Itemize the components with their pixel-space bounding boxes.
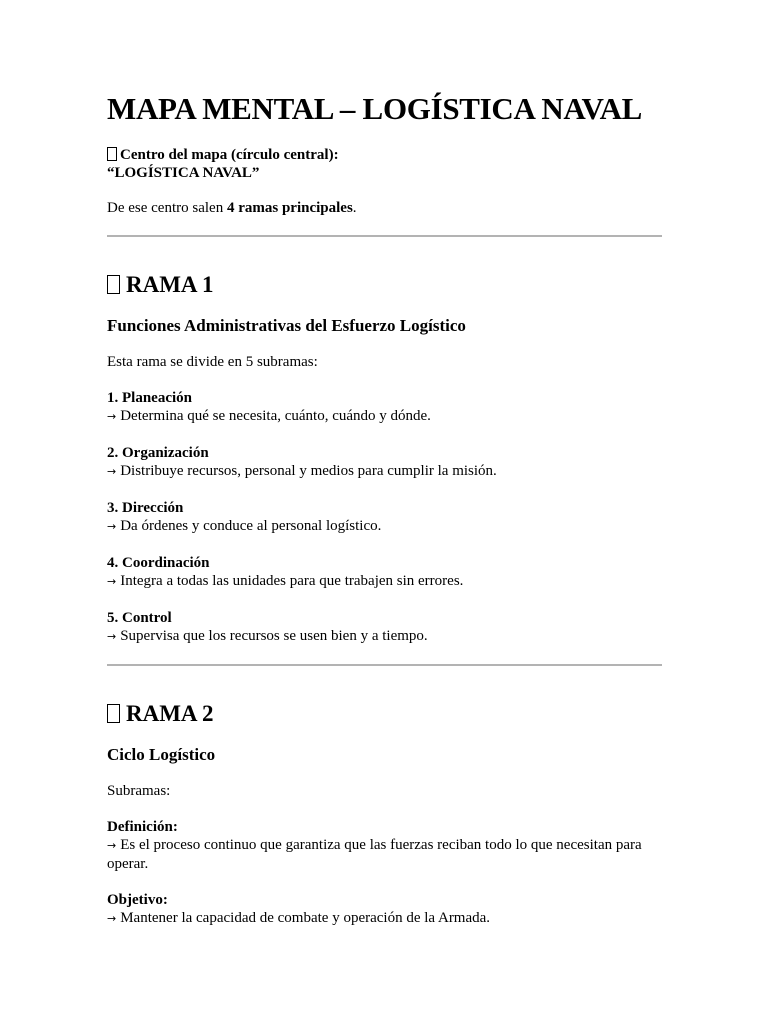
document-content xyxy=(107,90,662,928)
list-item-text: Supervisa que los recursos se usen bien y a tiempo. xyxy=(120,628,428,644)
branch-2-title-text: RAMA 2 xyxy=(126,701,214,726)
arrow-right-icon: → xyxy=(107,410,117,423)
intro-suffix: . xyxy=(352,200,357,216)
intro-paragraph xyxy=(107,199,662,217)
list-item-text: Distribuye recursos, personal y medios para cumplir la misión. xyxy=(120,463,497,479)
list-item xyxy=(107,444,662,481)
divider xyxy=(107,235,662,237)
map-center-value: “LOGÍSTICA NAVAL” xyxy=(107,165,260,181)
list-item-heading: Definición: xyxy=(107,819,178,835)
list-item xyxy=(107,499,662,536)
branch-1-lead: Esta rama se divide en 5 subramas: xyxy=(107,354,318,370)
branch-1-title-text: RAMA 1 xyxy=(126,272,214,297)
arrow-right-icon: → xyxy=(107,912,117,925)
list-item-heading: Objetivo: xyxy=(107,892,168,908)
page-title: MAPA MENTAL – LOGÍSTICA NAVAL xyxy=(107,91,643,126)
missing-glyph-icon xyxy=(107,275,120,294)
missing-glyph-icon xyxy=(107,704,120,723)
divider xyxy=(107,664,662,666)
branch-1-title xyxy=(107,271,662,299)
branch-2-subtitle: Ciclo Logístico xyxy=(107,745,216,764)
list-item-text: Integra a todas las unidades para que trabajen sin errores. xyxy=(120,573,464,589)
list-item xyxy=(107,609,662,646)
intro-bold: 4 ramas principales xyxy=(226,200,353,216)
arrow-right-icon: → xyxy=(107,465,117,478)
list-item-text: Da órdenes y conduce al personal logístico. xyxy=(120,518,382,534)
branch-2-title xyxy=(107,700,662,728)
list-item-text: Determina qué se necesita, cuánto, cuándo y dónde. xyxy=(120,408,431,424)
arrow-right-icon: → xyxy=(107,520,117,533)
list-item xyxy=(107,818,662,873)
missing-glyph-icon xyxy=(107,147,117,161)
list-item-heading: 1. Planeación xyxy=(107,390,192,406)
map-center-block xyxy=(107,146,662,182)
arrow-right-icon: → xyxy=(107,575,117,588)
list-item xyxy=(107,389,662,426)
list-item-heading: 2. Organización xyxy=(107,445,209,461)
list-item xyxy=(107,554,662,591)
map-center-label: Centro del mapa (círculo central): xyxy=(120,147,339,163)
branch-1-subtitle: Funciones Administrativas del Esfuerzo Logístico xyxy=(107,316,466,335)
arrow-right-icon: → xyxy=(107,839,117,852)
arrow-right-icon: → xyxy=(107,630,117,643)
list-item xyxy=(107,891,662,928)
list-item-heading: 3. Dirección xyxy=(107,500,184,516)
list-item-heading: 4. Coordinación xyxy=(107,555,210,571)
list-item-text: Es el proceso continuo que garantiza que las fuerzas reciban todo lo que necesitan para operar. xyxy=(107,837,642,872)
list-item-heading: 5. Control xyxy=(107,610,172,626)
list-item-text: Mantener la capacidad de combate y operación de la Armada. xyxy=(120,910,491,926)
branch-2-lead: Subramas: xyxy=(107,783,171,799)
intro-prefix: De ese centro salen xyxy=(107,200,227,216)
